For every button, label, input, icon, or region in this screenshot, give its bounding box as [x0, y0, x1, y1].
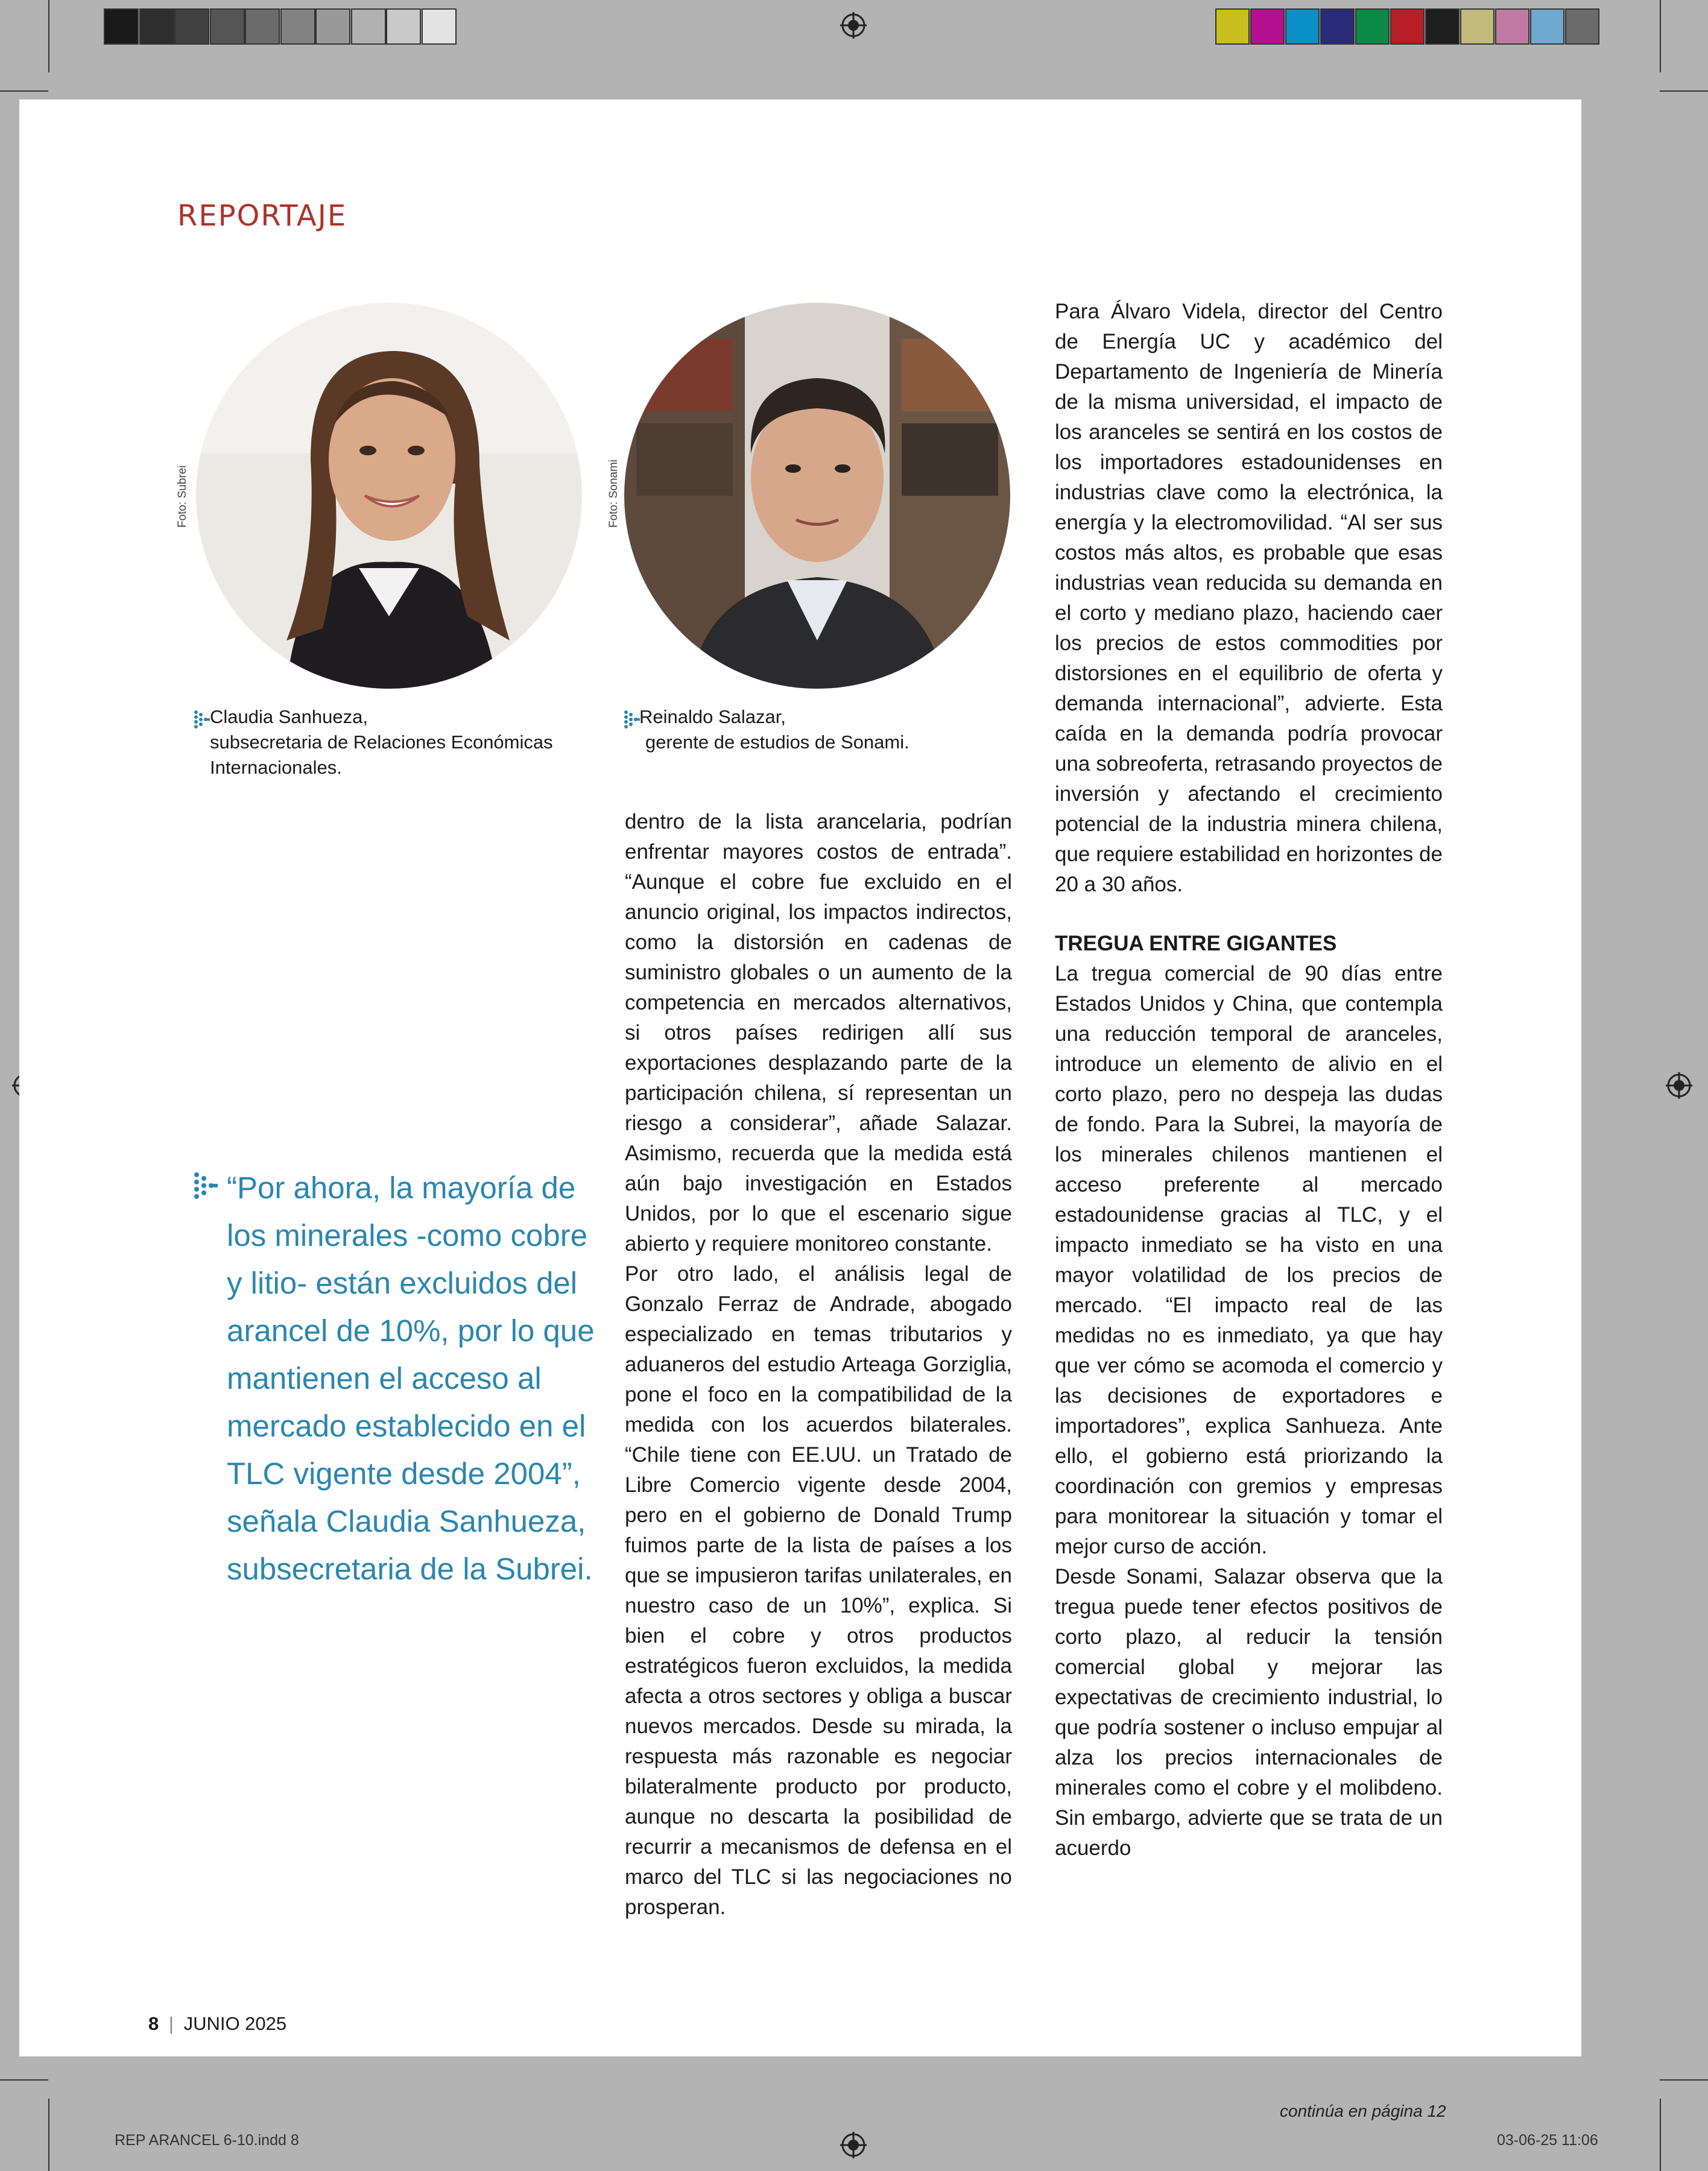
bullet-dots-icon — [624, 710, 640, 728]
color-swatch — [1425, 8, 1460, 45]
crop-mark — [0, 90, 48, 92]
color-swatch — [1530, 8, 1564, 45]
paragraph: dentro de la lista arancelaria, podrían enfrentar mayores costos de entrada”. “Aunque el cobre fue excluido en el anuncio original, los impactos indirectos, como la distorsión en cadenas de suministro globales o un aumento de la competencia en mercados alternativos, si otros países redirigen allí sus exportaciones desplazando parte de la participación chilena, sí representan un riesgo a considerar”, añade Salazar. Asimismo, recuerda que la medida está aún bajo investigación en Estados Unidos, por lo que el escenario sigue abierto y requiere monitoreo constante. — [625, 810, 1012, 1256]
date-slug: 03-06-25 11:06 — [1497, 2132, 1598, 2149]
color-swatch — [1565, 8, 1599, 45]
gray-swatch — [280, 8, 315, 45]
photo-credit: Foto: Sonami — [607, 460, 620, 528]
issue-date: JUNIO 2025 — [183, 2013, 287, 2034]
caption-sanhueza — [210, 704, 596, 780]
color-swatch — [1320, 8, 1355, 45]
crop-mark — [1660, 2099, 1661, 2171]
crop-mark — [1660, 90, 1708, 92]
quote-bullet-icon — [194, 1172, 218, 1201]
article-column-2 — [625, 807, 1012, 1923]
crop-mark — [0, 2079, 48, 2081]
section-label: REPORTAJE — [177, 199, 347, 233]
color-swatch — [1250, 8, 1285, 45]
continued-on-note: continúa en página 12 — [1280, 2102, 1446, 2120]
gray-swatch — [422, 8, 457, 45]
crop-mark — [48, 0, 49, 72]
gray-swatch — [174, 8, 209, 45]
color-swatch — [1390, 8, 1425, 45]
gray-swatch — [210, 8, 245, 45]
portrait-photo-sanhueza — [196, 303, 582, 689]
paragraph: Por otro lado, el análisis legal de Gonzalo Ferraz de Andrade, abogado especializado en temas tributarios y aduaneros del estudio Arteaga Gorziglia, pone el foco en la compatibilidad de la medida con los acuerdos bilaterales. “Chile tiene con EE.UU. un Tratado de Libre Comercio vigente desde 2004, pero en el gobierno de Donald Trump fuimos parte de la lista de países a los que se impusieron tarifas unilaterales, en nuestro caso de un 10%”, explica. Si bien el cobre y otros productos estratégicos fueron excluidos, la medida afecta a otros sectores y obliga a buscar nuevos mercados. Desde su mirada, la respuesta más razonable es negociar bilateralmente producto por producto, aunque no descarta la posibilidad de recurrir a mecanismos de defensa en el marco del TLC si las negociaciones no prosperan. — [625, 1262, 1012, 1919]
gray-swatch — [139, 8, 174, 45]
gray-swatch — [104, 8, 139, 45]
portrait-man-icon — [624, 303, 1010, 689]
gray-swatch — [315, 8, 350, 45]
photo-credit: Foto: Subrei — [176, 465, 189, 528]
bullet-dots-icon — [194, 710, 210, 728]
color-swatch — [1355, 8, 1390, 45]
crop-mark — [1660, 2079, 1708, 2081]
portrait-woman-icon — [196, 303, 582, 689]
caption-line: Reinaldo Salazar, — [639, 706, 786, 727]
gray-swatch — [386, 8, 421, 45]
pull-quote: “Por ahora, la mayoría de los minerales -como cobre y litio- están excluidos del arancel de 10%, por lo que mantienen el acceso al mercado establecido en el TLC vigente desde 2004”, señala Claudia Sanhueza, subsecretaria de la Subrei. — [227, 1171, 595, 1586]
crop-mark — [1660, 0, 1661, 72]
file-slug: REP ARANCEL 6-10.indd 8 — [115, 2132, 299, 2149]
subheading: TREGUA ENTRE GIGANTES — [1055, 932, 1337, 955]
page-folio: 8 | JUNIO 2025 — [148, 2013, 287, 2034]
paragraph: La tregua comercial de 90 días entre Estados Unidos y China, que contempla una reducción temporal de aranceles, introduce un elemento de alivio en el corto plazo, pero no despeja las dudas de fondo. Para la Subrei, la mayoría de los minerales chilenos mantienen el acceso preferente al mercado estadounidense gracias al TLC, y el impacto inmediato se ha visto en una mayor volatilidad de los precios de mercado. “El impacto real de las medidas no es inmediato, ya que hay que ver cómo se acomoda el comercio y las decisiones de exportadores e importadores”, explica Sanhueza. Ante ello, el gobierno está priorizando la coordinación con gremios y empresas para monitorear la situación y tomar el mejor curso de acción. — [1055, 962, 1443, 1558]
caption-line: subsecretaria de Relaciones Económicas — [210, 732, 553, 753]
paragraph: Desde Sonami, Salazar observa que la tregua puede tener efectos positivos de corto plazo, al reducir la tensión comercial global y mejorar las expectativas de crecimiento industrial, lo que podría sostener o incluso empujar al alza los precios internacionales de minerales como el cobre y el molibdeno. Sin embargo, advierte que se trata de un acuerdo — [1055, 1565, 1443, 1860]
registration-mark-icon — [840, 12, 867, 39]
color-swatch — [1215, 8, 1250, 45]
portrait-photo-salazar — [624, 303, 1010, 689]
page-number: 8 — [148, 2013, 159, 2034]
crop-mark — [48, 2099, 49, 2171]
article-column-3 — [1055, 297, 1443, 1863]
caption-line: Internacionales. — [210, 757, 342, 778]
color-swatch — [1495, 8, 1529, 45]
caption-line: Claudia Sanhueza, — [210, 706, 368, 727]
color-swatch — [1285, 8, 1320, 45]
gray-swatch — [245, 8, 280, 45]
paragraph: Para Álvaro Videla, director del Centro de Energía UC y académico del Departamento de Ingeniería de Minería de la misma universidad, el impacto de los aranceles se sentirá en los costos de los importadores estadounidenses en industrias clave como la electrónica, la energía y la electromovilidad. “Al ser sus costos más altos, es probable que esas industrias vean reducida su demanda en el corto y mediano plazo, haciendo caer los precios de estos commodities por distorsiones en el equilibrio de oferta y demanda internacional”, advierte. Esta caída en la demanda podría provocar una sobreoferta, retrasando proyectos de inversión y afectando el crecimiento potencial de la industria minera chilena, que requiere estabilidad en horizontes de 20 a 30 años. — [1055, 300, 1443, 896]
caption-salazar — [639, 704, 1013, 755]
registration-mark-icon — [840, 2132, 867, 2158]
gray-swatch — [351, 8, 386, 45]
registration-mark-icon — [1666, 1072, 1692, 1099]
caption-line: gerente de estudios de Sonami. — [645, 732, 909, 753]
color-swatch — [1460, 8, 1494, 45]
